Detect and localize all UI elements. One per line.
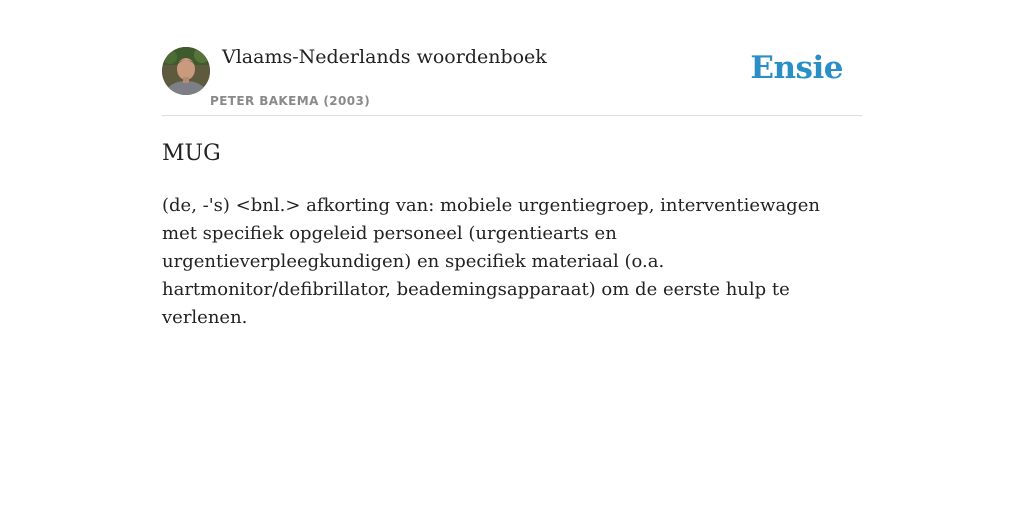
author-avatar[interactable]: [162, 47, 210, 95]
author-name[interactable]: PETER BAKEMA (2003): [210, 94, 371, 108]
entry-card: [162, 0, 862, 328]
dictionary-title[interactable]: Vlaams-Nederlands woordenboek: [222, 46, 547, 68]
ensie-logo[interactable]: Ensie: [750, 50, 843, 86]
author-photo-icon: [162, 47, 210, 95]
entry-term: MUG: [162, 141, 221, 166]
entry-definition: (de, -'s) <bnl.> afkorting van: mobiele urgentiegroep, interventiewagen met specifiek opgeleid personeel (urgentiearts en urgentieverpleegkundigen) en specifiek materiaal (o.a. hartmonitor/defibrillator, beademingsapparaat) om de eerste hulp te verlenen.: [162, 195, 820, 328]
entry-header: [162, 0, 862, 116]
